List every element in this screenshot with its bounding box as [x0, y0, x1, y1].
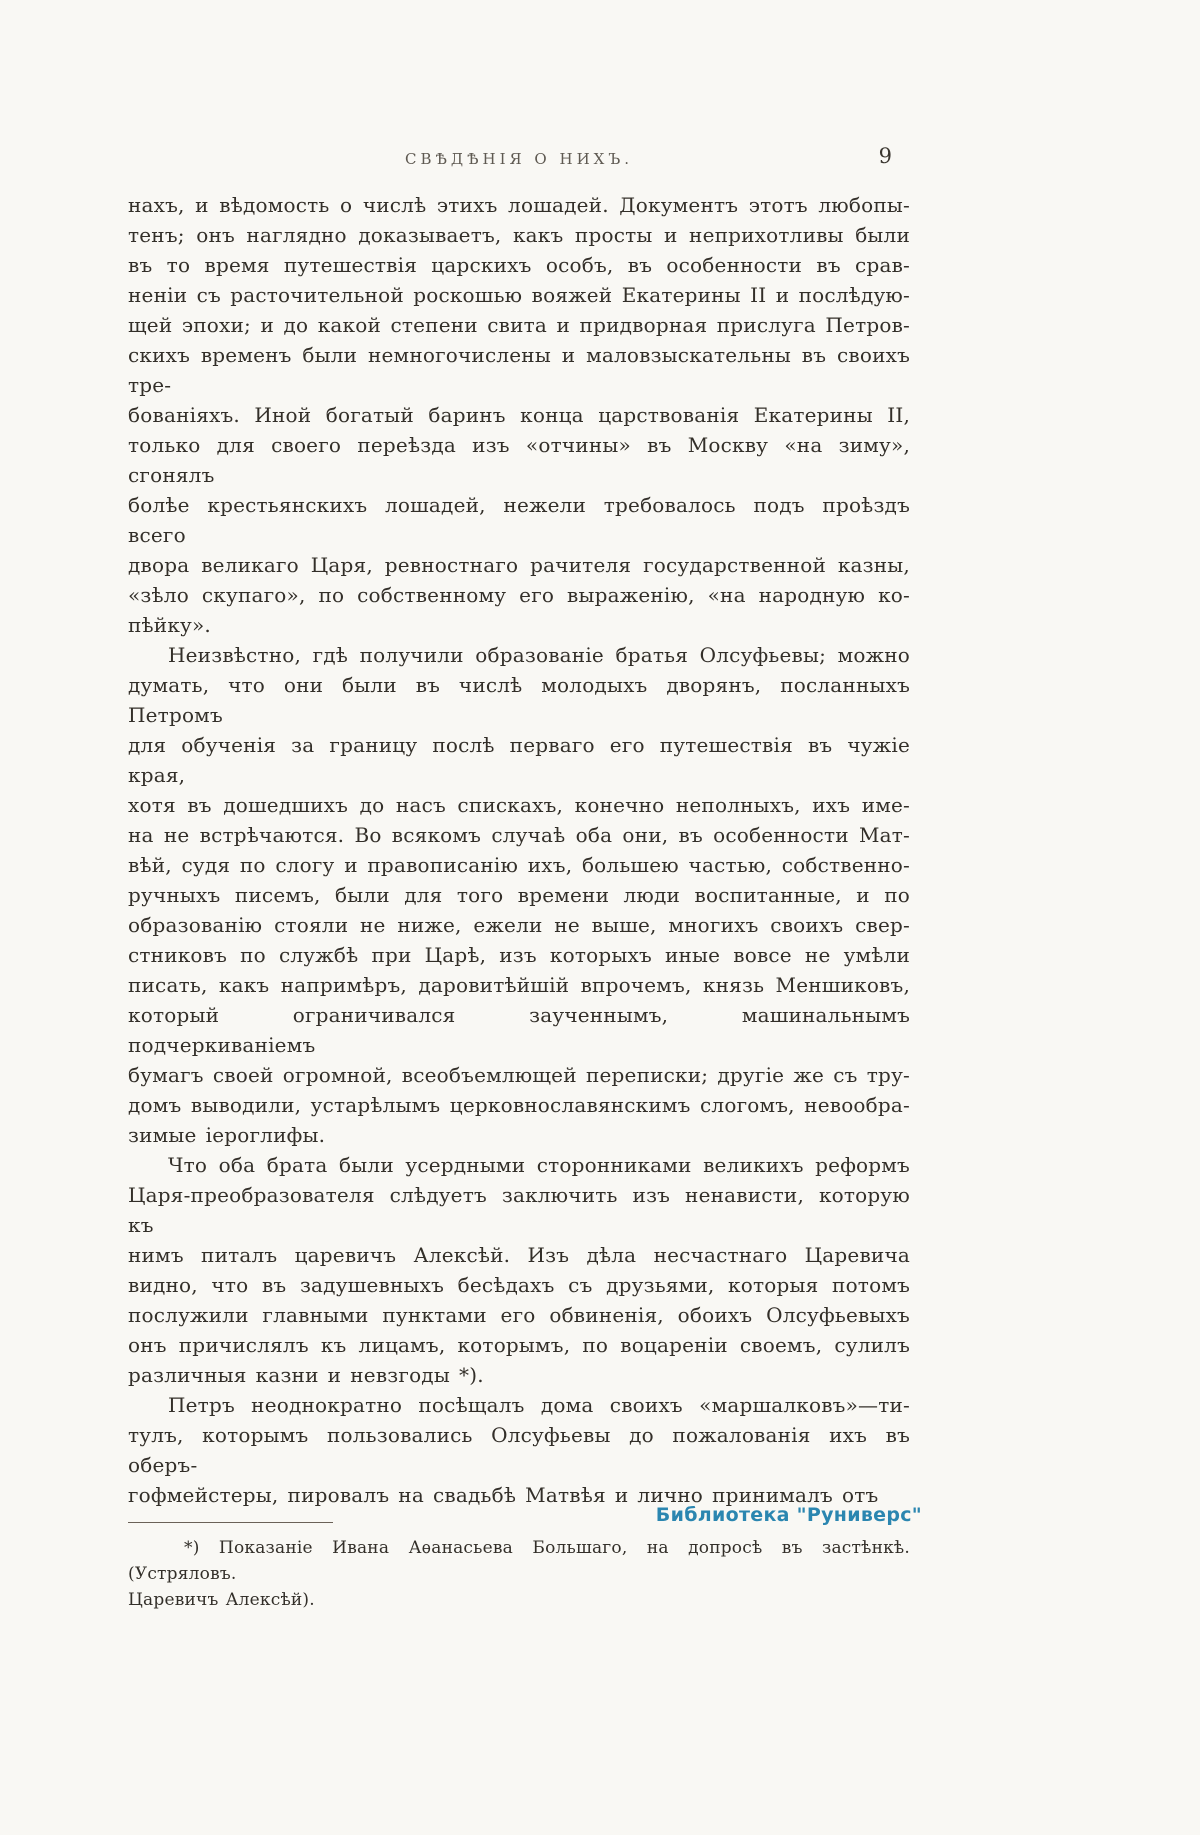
text-line: щей эпохи; и до какой степени свита и придворная прислуга Петров-	[128, 313, 910, 337]
text-line: тенъ; онъ наглядно доказываетъ, какъ просты и неприхотливы были	[128, 223, 910, 247]
text-line: домъ выводили, устарѣлымъ церковнославянскимъ слогомъ, невообра-	[128, 1093, 910, 1117]
page-header	[128, 146, 910, 178]
text-line: пѣйку».	[128, 613, 211, 637]
paragraph-4	[128, 1390, 910, 1510]
text-line: видно, что въ задушевныхъ бесѣдахъ съ друзьями, которыя потомъ	[128, 1273, 910, 1297]
text-line: Неизвѣстно, гдѣ получили образованіе братья Олсуфьевы; можно	[168, 643, 910, 667]
text-line: Что оба брата были усердными сторонниками великихъ реформъ	[168, 1153, 910, 1177]
text-line: двора великаго Царя, ревностнаго рачителя государственной казны,	[128, 553, 910, 577]
footnote	[128, 1535, 910, 1613]
text-line: Царя-преобразователя слѣдуетъ заключить изъ ненависти, которую къ	[128, 1183, 910, 1237]
text-line: нахъ, и вѣдомость о числѣ этихъ лошадей. Документъ этотъ любопы-	[128, 193, 910, 217]
text-line: «зѣло скупаго», по собственному его выраженію, «на народную ко-	[128, 583, 910, 607]
text-line: вѣй, судя по слогу и правописанію ихъ, большею частью, собственно-	[128, 853, 910, 877]
text-line: бованіяхъ. Иной богатый баринъ конца царствованія Екатерины II,	[128, 403, 910, 427]
text-line: въ то время путешествія царскихъ особъ, въ особенности въ срав-	[128, 253, 910, 277]
text-line: для обученія за границу послѣ перваго его путешествія въ чужіе края,	[128, 733, 910, 787]
text-line: различныя казни и невзгоды *).	[128, 1363, 484, 1387]
text-line: который ограничивался заученнымъ, машинальнымъ подчеркиваніемъ	[128, 1003, 910, 1057]
library-watermark: Библиотека "Руниверс"	[655, 1504, 922, 1526]
text-line: хотя въ дошедшихъ до насъ спискахъ, конечно неполныхъ, ихъ име-	[128, 793, 910, 817]
body-text	[128, 190, 910, 1613]
text-line: гофмейстеры, пировалъ на свадьбѣ Матвѣя и лично принималъ отъ	[128, 1483, 879, 1507]
text-line: послужили главными пунктами его обвиненія, обоихъ Олсуфьевыхъ	[128, 1303, 910, 1327]
text-line: думать, что они были въ числѣ молодыхъ дворянъ, посланныхъ Петромъ	[128, 673, 910, 727]
text-line: неніи съ расточительной роскошью вояжей Екатерины II и послѣдую-	[128, 283, 910, 307]
running-title: СВѢДѢНІЯ О НИХЪ.	[404, 150, 634, 168]
text-line: зимые іероглифы.	[128, 1123, 326, 1147]
text-line: *) Показаніе Ивана Аѳанасьева Большаго, на допросѣ въ застѣнкѣ. (Устряловъ.	[128, 1538, 910, 1584]
text-line: бумагъ своей огромной, всеобъемлющей переписки; другіе же съ тру-	[128, 1063, 910, 1087]
text-line: болѣе крестьянскихъ лошадей, нежели требовалось подъ проѣздъ всего	[128, 493, 910, 547]
page-number: 9	[878, 144, 892, 168]
paragraph-1	[128, 190, 910, 640]
text-line: скихъ временъ были немногочислены и маловзыскательны въ своихъ тре-	[128, 343, 910, 397]
paragraph-3	[128, 1150, 910, 1390]
footnote-divider	[128, 1522, 333, 1523]
text-line: только для своего переѣзда изъ «отчины» въ Москву «на зиму», сгонялъ	[128, 433, 910, 487]
text-line: ручныхъ писемъ, были для того времени люди воспитанные, и по	[128, 883, 910, 907]
text-line: тулъ, которымъ пользовались Олсуфьевы до пожалованія ихъ въ оберъ-	[128, 1423, 910, 1477]
text-line: Петръ неоднократно посѣщалъ дома своихъ «маршалковъ»—ти-	[168, 1393, 910, 1417]
paragraph-2	[128, 640, 910, 1150]
text-line: писать, какъ напримѣръ, даровитѣйшій впрочемъ, князь Меншиковъ,	[128, 973, 910, 997]
text-line: онъ причислялъ къ лицамъ, которымъ, по воцареніи своемъ, сулилъ	[128, 1333, 910, 1357]
text-line: на не встрѣчаются. Во всякомъ случаѣ оба они, въ особенности Мат-	[128, 823, 910, 847]
text-line: нимъ питалъ царевичъ Алексѣй. Изъ дѣла несчастнаго Царевича	[128, 1243, 910, 1267]
text-line: Царевичъ Алексѣй).	[128, 1590, 315, 1610]
text-line: стниковъ по службѣ при Царѣ, изъ которыхъ иные вовсе не умѣли	[128, 943, 910, 967]
text-line: образованію стояли не ниже, ежели не выше, многихъ своихъ свер-	[128, 913, 910, 937]
